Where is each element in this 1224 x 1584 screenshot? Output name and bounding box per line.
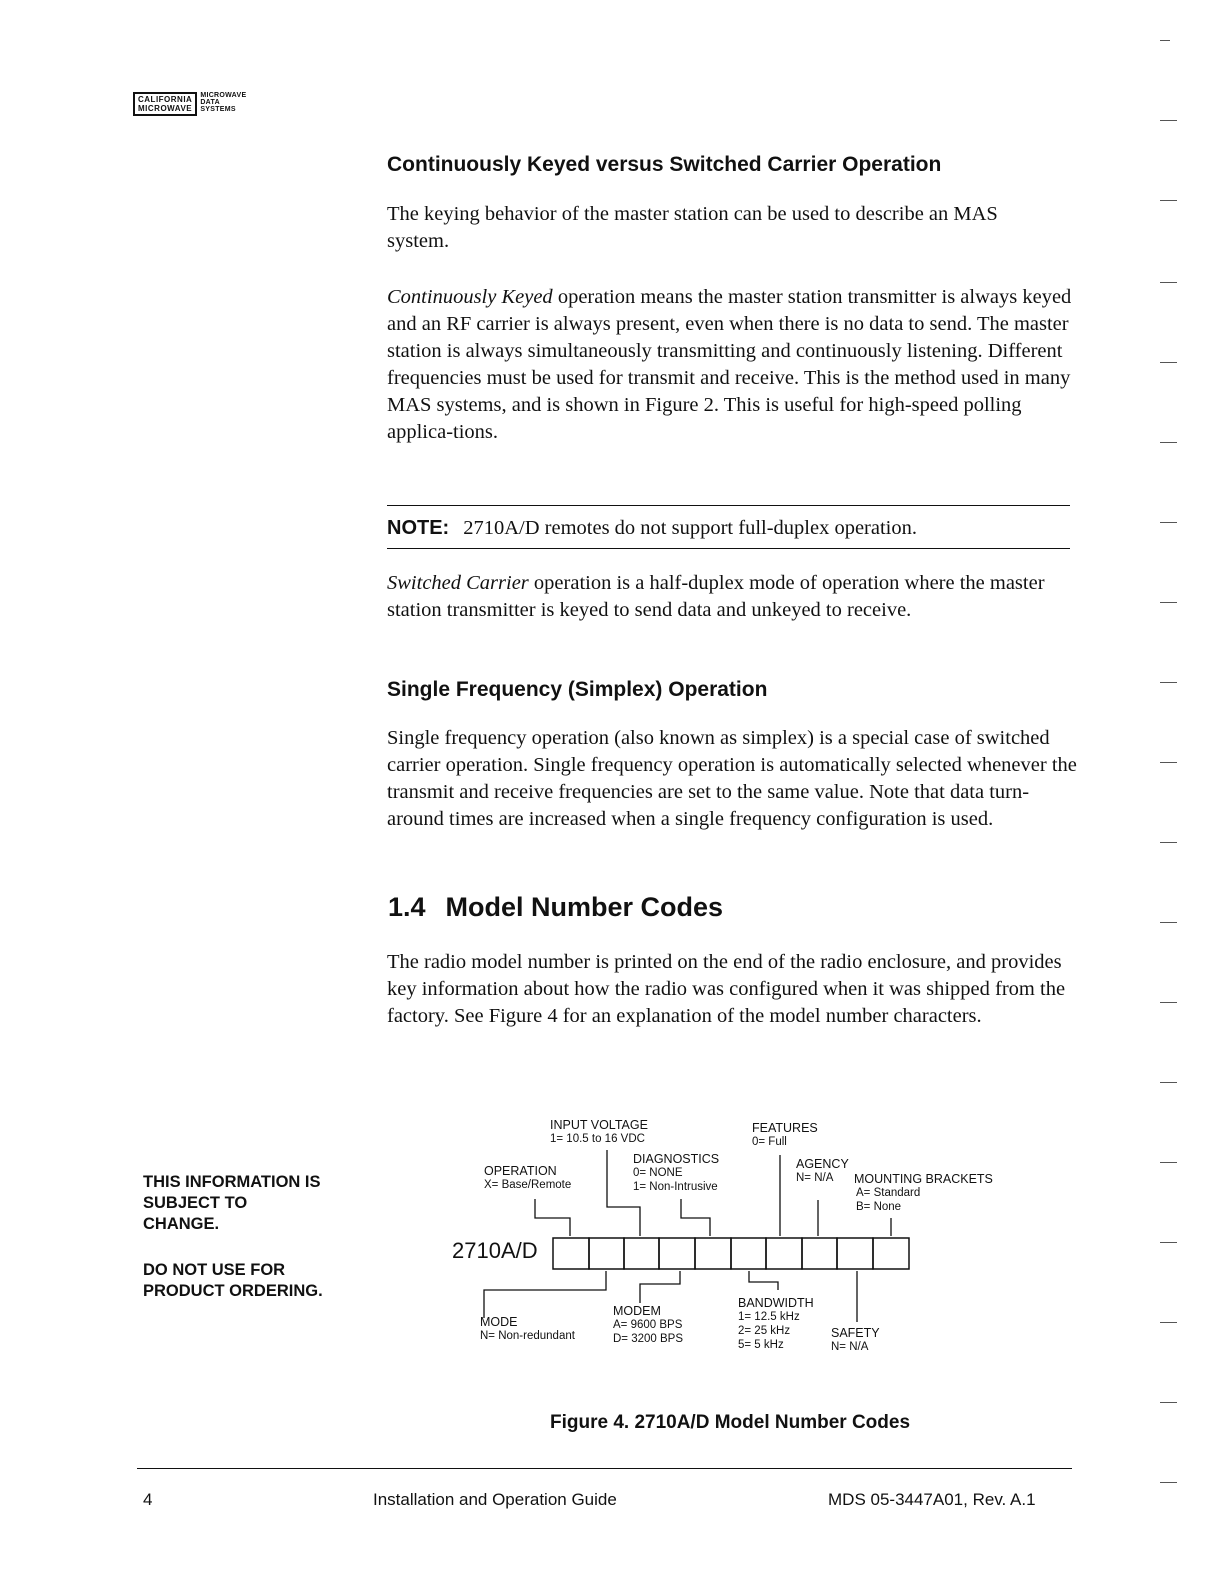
label-option: A= Standard [856,1187,921,1199]
paragraph-simplex: Single frequency operation (also known as simplex) is a special case of switched carrier operation. Single frequency operation is automatically selected whenever the transmit and receive frequencies are set to the same value. Note that data turn-around times are increased when a single frequency configuration is used. [387,727,1077,830]
label-features [752,1121,818,1149]
label-title: AGENCY [796,1157,849,1171]
note-label: NOTE: [387,517,450,539]
code-box-7 [766,1238,802,1269]
label-modem [613,1304,683,1346]
label-option: N= N/A [831,1341,869,1353]
disclaimer-line: DO NOT USE FOR [143,1261,286,1279]
model-prefix: 2710A/D [452,1238,538,1263]
logo-side-line2: DATA [200,99,220,106]
section-number: 1.4 [388,892,426,922]
code-box-8 [802,1238,837,1269]
logo-box-line1: CALIFORNIA [138,95,193,104]
code-box-1 [553,1238,589,1269]
label-title: SAFETY [831,1326,880,1340]
paragraph-model-codes: The radio model number is printed on the end of the radio enclosure, and provides key information about how the radio was configured when it was shipped from the factory. See Figure 4 for an explanation of the model number characters. [387,951,1066,1027]
heading-continuously-keyed: Continuously Keyed versus Switched Carrier Operation [387,153,942,176]
label-title: DIAGNOSTICS [633,1152,720,1166]
term-continuously-keyed: Continuously Keyed [387,286,553,308]
label-mode [480,1315,575,1343]
label-option: 2= 25 kHz [738,1325,791,1337]
label-title: MOUNTING BRACKETS [854,1172,993,1186]
switched-carrier-text: operation is a half-duplex mode of operation where the master station transmitter is keyed to send data and unkeyed to receive. [387,572,1045,621]
label-option: A= 9600 BPS [613,1319,683,1331]
label-title: FEATURES [752,1121,818,1135]
label-option: 1= Non-Intrusive [633,1181,718,1193]
footer-rule [137,1468,1072,1469]
code-box-2 [589,1238,624,1269]
label-bandwidth [738,1296,814,1352]
code-box-6 [731,1238,766,1269]
logo-box-line2: MICROWAVE [138,104,193,113]
code-box-10 [873,1238,909,1269]
label-option: D= 3200 BPS [613,1333,684,1345]
label-option: N= N/A [796,1172,834,1184]
label-title: MODEM [613,1304,661,1318]
logo-side-line3: SYSTEMS [200,106,236,113]
disclaimer-line: PRODUCT ORDERING. [143,1282,323,1300]
label-title: BANDWIDTH [738,1296,814,1310]
label-option: X= Base/Remote [484,1179,572,1191]
section-title: Model Number Codes [445,892,724,922]
label-mounting-brackets [854,1172,993,1214]
label-title: OPERATION [484,1164,557,1178]
disclaimer-line: SUBJECT TO [143,1194,248,1212]
disclaimer-line: THIS INFORMATION IS [143,1173,321,1191]
code-box-4 [659,1238,695,1269]
label-option: 1= 10.5 to 16 VDC [550,1133,645,1145]
label-option: N= Non-redundant [480,1330,575,1342]
label-title: MODE [480,1315,518,1329]
footer-guide-title: Installation and Operation Guide [373,1490,617,1509]
code-box-5 [695,1238,731,1269]
figure-caption: Figure 4. 2710A/D Model Number Codes [549,1412,911,1433]
label-option: 0= NONE [633,1167,683,1179]
term-switched-carrier: Switched Carrier [387,572,529,594]
continuously-keyed-text: operation means the master station transmitter is always keyed and an RF carrier is always present, even when there is no data to send. The master station is always simultaneously transmitting and continuously listening. Different frequencies must be used for transmit and receive. This is the method used in many MAS systems, and is shown in Figure 2. This is useful for high-speed polling applica-tions. [387,286,1072,443]
label-option: 1= 12.5 kHz [738,1311,800,1323]
heading-simplex: Single Frequency (Simplex) Operation [387,678,768,701]
logo-side-line1: MICROWAVE [200,92,247,99]
label-option: 5= 5 kHz [738,1339,784,1351]
code-box-3 [624,1238,659,1269]
note-text: 2710A/D remotes do not support full-duplex operation. [463,517,917,539]
footer-document-id: MDS 05-3447A01, Rev. A.1 [828,1490,1036,1509]
label-input-voltage [550,1118,648,1146]
label-safety [831,1326,880,1354]
label-operation [484,1164,571,1192]
label-diagnostics [633,1152,719,1194]
disclaimer-line: CHANGE. [143,1215,220,1233]
label-option: B= None [856,1201,902,1213]
code-box-9 [837,1238,873,1269]
paragraph-keying-behavior: The keying behavior of the master station can be used to describe an MAS system. [387,203,998,252]
label-option: 0= Full [752,1136,787,1148]
label-title: INPUT VOLTAGE [550,1118,648,1132]
page-number: 4 [143,1490,153,1509]
label-agency [796,1157,849,1185]
